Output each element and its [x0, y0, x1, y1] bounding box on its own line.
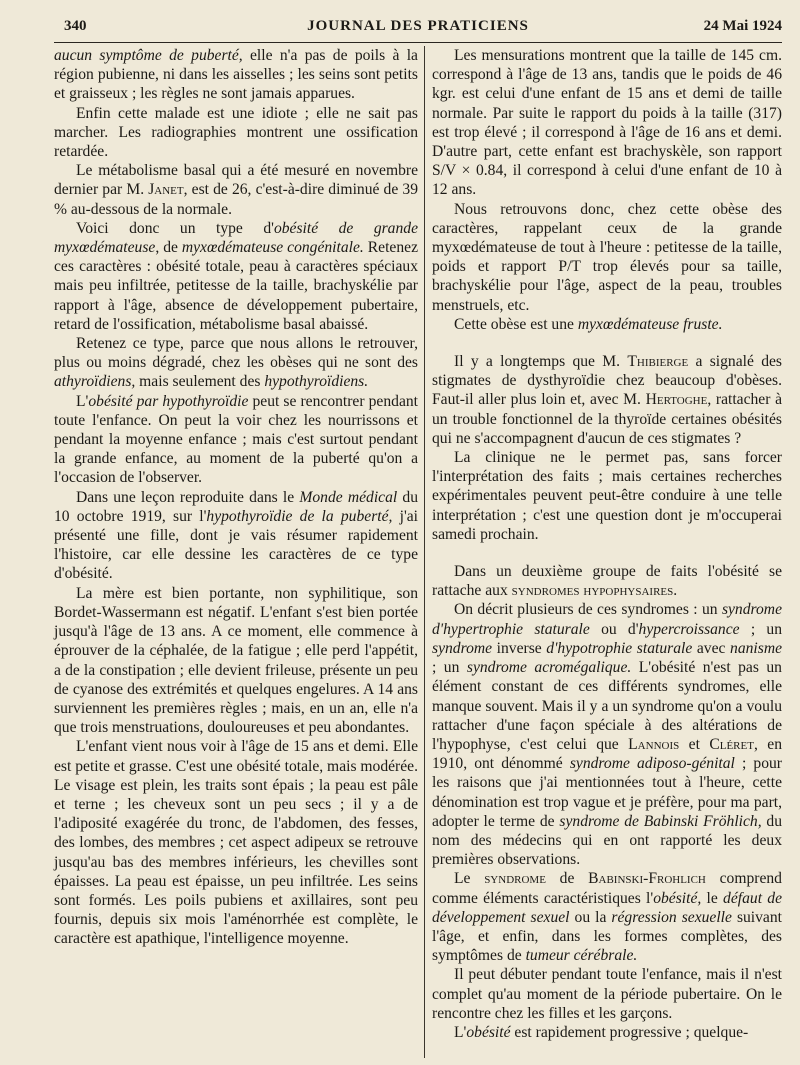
paragraph: Les mensurations montrent que la taille de 145 cm. correspond à l'âge de 13 ans, tandis que le poids de 46 kgr. est celui d'une enfant de 15 ans et demi de taille normale. Par suite le rapport du poids à la taille (317) est trop élevé ; il correspond à l'âge de 16 ans et demi. D'autre part, cette enfant est brachyskèle, son rapport S/V × 0.84, il correspond à celui d'une enfant de 10 à 12 ans.	[432, 47, 782, 199]
paragraph: Il peut débuter pendant toute l'enfance, mais il n'est complet qu'au moment de la période pubertaire. On le rencontre chez les filles et les garçons.	[432, 966, 782, 1022]
journal-title: JOURNAL DES PRATICIENS	[307, 18, 529, 34]
page-number: 340	[64, 18, 87, 34]
paragraph: Le métabolisme basal qui a été mesuré en novembre dernier par M. Janet, est de 26, c'est-à-dire diminué de 39 % au-dessous de la normale.	[54, 162, 418, 218]
paragraph: L'enfant vient nous voir à l'âge de 15 ans et demi. Elle est petite et grasse. C'est une obésité totale, mais modérée. Le visage est plein, les traits sont épais ; la peau est pâle et terne ; les cheveux sont un peu secs ; il y a de l'adiposité exagérée du tronc, de l'abdomen, des fesses, des lombes, des membres ; cet aspect adipeux se retrouve jusqu'au bas des membres inférieurs, les chevilles sont épaisses. La peau est épaisse, un peu infiltrée. Les seins sont formés. Les poils pubiens et axillaires, sont peu fournis, depuis six mois l'aménorrhée est complète, le caractère est apathique, l'intelligence moyenne.	[54, 738, 418, 948]
paragraph: Dans une leçon reproduite dans le Monde médical du 10 octobre 1919, sur l'hypothyroïdie de la puberté, j'ai présenté une fille, dont je vais résumer rapidement l'histoire, car elle dessine les caractères de ce type d'obésité.	[54, 488, 419, 583]
issue-date: 24 Mai 1924	[703, 18, 782, 34]
paragraph: Enfin cette malade est une idiote ; elle ne sait pas marcher. Les radiographies montrent une ossification retardée.	[54, 104, 418, 161]
column-divider	[424, 46, 425, 1058]
paragraph: L'obésité est rapidement progressive ; quelque-	[454, 1023, 749, 1041]
paragraph: L'obésité par hypothyroïdie peut se rencontrer pendant toute l'enfance. On peut la voir chez les nourrissons et pendant la moyenne enfance ; mais c'est surtout pendant la grande enfance, au moment de la puberté qu'on a l'occasion de l'observer.	[54, 392, 418, 487]
paragraph: aucun symptôme de puberté, elle n'a pas de poils à la région pubienne, ni dans les aisselles ; les seins sont petits et graisseux ; les règles ne sont jamais apparues.	[54, 47, 418, 103]
paragraph: Retenez ce type, parce que nous allons le retrouver, plus ou moins dégradé, chez les obèses qui ne sont des athyroïdiens, mais seulement des hypothyroïdiens.	[54, 335, 418, 391]
paragraph: Le syndrome de Babinski-Frohlich comprend comme éléments caractéristiques l'obésité, le défaut de développement sexuel ou la régression sexuelle suivant l'âge, et enfin, dans les formes complètes, des symptômes de tumeur cérébrale.	[432, 870, 782, 965]
paragraph: La clinique ne le permet pas, sans forcer l'interprétation des faits ; mais certaines recherches expérimentales peuvent peut-être conduire à une telle interprétation ; c'est une question dont je m'occuperai samedi prochain.	[432, 449, 782, 543]
paragraph: On décrit plusieurs de ces syndromes : un syndrome d'hypertrophie staturale ou d'hypercroissance ; un syndrome inverse d'hypotrophie staturale avec nanisme ; un syndrome acromégalique. L'obésité n'est pas un élément constant de ces différents syndromes, elle manque souvent. Mais il y a un syndrome qu'on a voulu rattacher d'une façon spéciale à des altérations de l'hypophyse, c'est celui que Lannois et Cléret, en 1910, ont dénommé syndrome adiposo-génital ; pour les raisons que j'ai mentionnées tout à l'heure, cette dénomination est trop vague et je préfère, pour ma part, adopter le terme de syndrome de Babinski Fröhlich, du nom des médecins qui en ont rapporté les deux premières observations.	[432, 601, 783, 869]
header-rule	[54, 42, 782, 43]
paragraph: Dans un deuxième groupe de faits l'obésité se rattache aux syndromes hypophysaires.	[432, 563, 782, 600]
paragraph: Voici donc un type d'obésité de grande myxœdémateuse, de myxœdémateuse congénitale. Retenez ces caractères : obésité totale, peau à caractères spéciaux mais peu infiltrée, petitesse de la taille, brachyskélie par rapport à l'âge, absence de développement pubertaire, retard de l'ossification, métabolisme basal abaissé.	[54, 219, 418, 333]
paragraph: Il y a longtemps que M. Thibierge a signalé des stigmates de dysthyroïdie chez beaucoup d'obèses. Faut-il aller plus loin et, avec M. Hertoghe, rattacher à un trouble fonctionnel de la thyroïde certaines obésités qui ne s'accompagnent d'aucun de ces stigmates ?	[432, 353, 782, 447]
left-column	[54, 46, 418, 949]
right-column	[432, 46, 782, 1042]
paragraph: Nous retrouvons donc, chez cette obèse des caractères, rappelant ceux de la grande myxœdémateuse de tout à l'heure : petitesse de la taille, poids et rapport P/T trop élevés pour sa taille, brachyskélie pour l'âge, aspect de la peau, troubles menstruels, etc.	[432, 200, 782, 314]
running-header	[54, 18, 782, 40]
paragraph: La mère est bien portante, non syphilitique, son Bordet-Wassermann est négatif. L'enfant s'est bien portée jusqu'à l'âge de 13 ans. A ce moment, elle commence à éprouver de la céphalée, de la fatigue ; elle perd l'appétit, a de la constipation ; elle devient frileuse, présente un peu de cyanose des extrémités et quelques engelures. A 14 ans surviennent les premières règles ; mais, en un an, elle n'a que trois menstruations, douloureuses et peu abondantes.	[54, 584, 418, 737]
paragraph: Cette obèse est une myxœdémateuse fruste.	[454, 315, 723, 333]
